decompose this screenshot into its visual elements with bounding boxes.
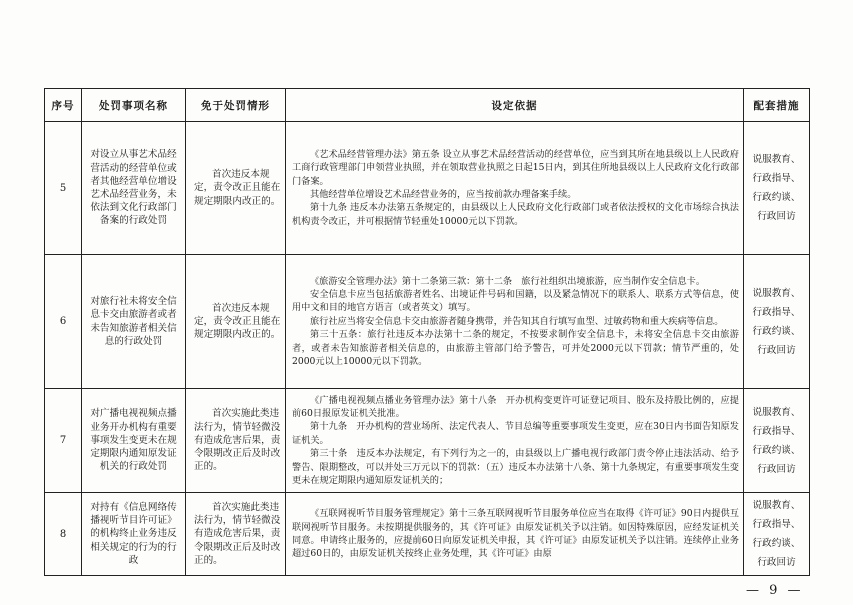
measure-item: 行政约谈、: [752, 444, 801, 456]
measure-item: 行政指导、: [752, 173, 801, 184]
row-number: 8: [45, 493, 82, 576]
header-basis: 设定依据: [286, 89, 744, 122]
exemption-condition: 首次实施此类违法行为，情节轻微没有造成危害后果，责令限期改正后及时改正的。: [186, 493, 286, 576]
supporting-measures: [744, 122, 810, 255]
row-number: 6: [45, 255, 82, 389]
header-exempt: 免于处罚情形: [186, 89, 286, 122]
measure-item: 行政指导、: [752, 519, 801, 530]
row-number: 7: [45, 389, 82, 493]
basis-paragraph: 《互联网视听节目服务管理规定》第十三条互联网视听节目服务单位应当在取得《许可证》90日内提供互联网视听节目服务。未按期提供服务的，其《许可证》由原发证机关予以注销。如因特殊原因，应经发证机关同意。申请终止服务的，应提前60日向原发证机关申报，其《许可证》由原发证机关予以注销。连续停止业务超过60日的，由原发证机关按终止业务处理，其《许可证》由原: [292, 508, 739, 560]
basis-paragraph: 安全信息卡应当包括旅游者姓名、出境证件号码和国籍，以及紧急情况下的联系人、联系方式等信息，使用中文和目的地官方语言（或者英文）填写。: [292, 288, 739, 314]
measure-item: 行政回访: [757, 463, 796, 475]
penalty-item-name: 对广播电视视频点播业务开办机构有重要事项发生变更未在规定期限内通知原发证机关的行政处罚: [82, 389, 186, 493]
penalty-item-name: 对设立从事艺术品经营活动的经营单位或者其他经营单位增设艺术品经营业务，未依法到文化行政部门备案的行政处罚: [82, 122, 186, 255]
measure-item: 说服教育、: [752, 287, 801, 299]
measure-item: 说服教育、: [752, 406, 801, 418]
basis-paragraph: 第三十五条：旅行社违反本办法第十二条的规定，不按要求制作安全信息卡，未将安全信息卡交由旅游者，或者未告知旅游者相关信息的，由旅游主管部门给予警告，可并处2000元以下罚款；情节严重的，处2000元以上10000元以下罚款。: [292, 329, 739, 368]
row-number: 5: [45, 122, 82, 255]
measure-item: 行政约谈、: [752, 538, 801, 549]
penalty-item-name: 对旅行社未将安全信息卡交由旅游者或者未告知旅游者相关信息的行政处罚: [82, 255, 186, 389]
exemption-condition: 首次实施此类违法行为，情节轻微没有造成危害后果，责令限期改正后及时改正的。: [186, 389, 286, 493]
page-number: — 9 —: [746, 583, 804, 598]
measure-item: 行政指导、: [752, 425, 801, 437]
table-header-row: [45, 89, 810, 122]
basis-paragraph: 《旅游安全管理办法》第十二条第三款：第十二条 旅行社组织出境旅游，应当制作安全信息卡。: [310, 275, 706, 287]
legal-basis: [286, 389, 744, 493]
table-row: [45, 389, 810, 493]
header-no: 序号: [45, 89, 82, 122]
measure-item: 行政指导、: [752, 306, 801, 318]
basis-paragraph: 第十九条 违反本办法第五条规定的，由县级以上人民政府文化行政部门或者依法授权的文化市场综合执法机构责令改正，并可根据情节轻重处10000元以下罚款。: [292, 202, 739, 227]
exemption-condition: 首次违反本规定，责令改正且能在规定期限内改正的。: [186, 255, 286, 389]
legal-basis: [286, 493, 744, 576]
table-row: [45, 255, 810, 389]
supporting-measures: [744, 255, 810, 389]
table-row: [45, 122, 810, 255]
legal-basis: [286, 255, 744, 389]
measure-item: 行政约谈、: [752, 192, 801, 203]
measure-item: 说服教育、: [752, 154, 801, 165]
basis-paragraph: 第十九条 开办机构的营业场所、法定代表人、节目总编等重要事项发生变更，应在30日内书面告知原发证机关。: [292, 421, 739, 446]
exemption-condition: 首次违反本规定，责令改正且能在规定期限内改正的。: [186, 122, 286, 255]
header-name: 处罚事项名称: [82, 89, 186, 122]
header-measure: 配套措施: [744, 89, 810, 122]
measure-item: 行政约谈、: [752, 325, 801, 337]
penalty-item-name: 对持有《信息网络传播视听节目许可证》的机构终止业务违反相关规定的行为的行政: [82, 493, 186, 576]
penalty-exemption-table: [44, 88, 810, 576]
legal-basis: [286, 122, 744, 255]
table-row: [45, 493, 810, 576]
basis-paragraph: 第三十条 违反本办法规定，有下列行为之一的，由县级以上广播电视行政部门责令停止违法活动、给予警告、限期整改，可以并处三万元以下的罚款：（五）违反本办法第十八条、第十九条规定，有重要事项发生变更未在规定期限内通知原发证机关的；: [292, 448, 739, 487]
basis-paragraph: 其他经营单位增设艺术品经营业务的，应当按前款办理备案手续。: [310, 189, 577, 200]
basis-paragraph: 《广播电视视频点播业务管理办法》第十八条 开办机构变更许可证登记项目、股东及持股比例的，应提前60日报原发证机关批准。: [292, 394, 739, 419]
basis-paragraph: 《艺术品经营管理办法》第五条 设立从事艺术品经营活动的经营单位，应当到其所在地县级以上人民政府工商行政管理部门申领营业执照，并在领取营业执照之日起15日内，到其住所地县级以上人民政府文化行政部门备案。: [292, 148, 739, 187]
supporting-measures: [744, 389, 810, 493]
supporting-measures: [744, 493, 810, 576]
measure-item: 行政回访: [757, 557, 796, 568]
basis-paragraph: 旅行社应当将安全信息卡交由旅游者随身携带，并告知其自行填写血型、过敏药物和重大疾病等信息。: [310, 315, 724, 327]
measure-item: 行政回访: [757, 344, 796, 356]
measure-item: 说服教育、: [752, 500, 801, 511]
measure-item: 行政回访: [757, 211, 796, 222]
